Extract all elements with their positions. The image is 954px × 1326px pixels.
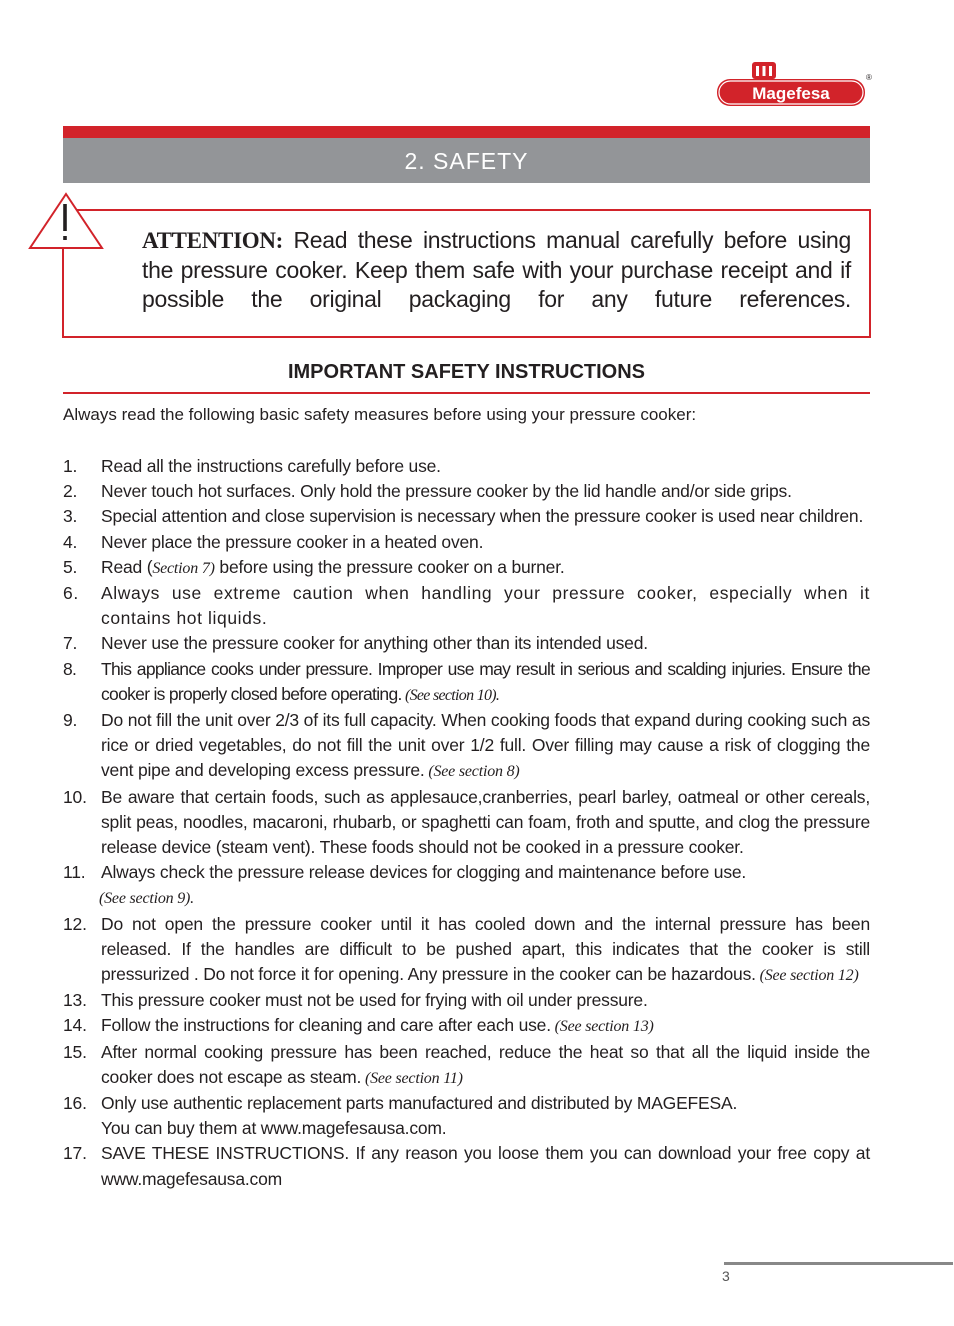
list-item: 10. Be aware that certain foods, such as applesauce,cranberries, pearl barley, oatmeal or other cereals, split peas, noodles, macaroni, rhubarb, or spaghetti can foam, froth and sputte, and clog the pressure release device (steam vent). These foods should not be cooked in a pressure cooker.: [63, 786, 870, 858]
list-item: 7. Never use the pressure cooker for anything other than its intended used.: [63, 633, 648, 654]
list-item: 14. Follow the instructions for cleaning and care after each use. (See section 13): [63, 1015, 654, 1036]
intro-text: Always read the following basic safety measures before using your pressure cooker:: [63, 405, 697, 424]
list-item: 12. Do not open the pressure cooker until it has cooled down and the internal pressure has been released. If the handles are difficult to be pushed apart, this indicates that the cooker is still pressurized . Do not force it for opening. Any pressure in the cooker can be hazardous. (See section 12): [63, 913, 870, 985]
section-title: 2. SAFETY: [63, 138, 870, 183]
list-item: 5. Read (Section 7) before using the pressure cooker on a burner.: [63, 556, 565, 577]
section-reference: (See section 12): [755, 967, 859, 985]
warning-triangle-icon: [28, 192, 104, 250]
attention-text: [142, 226, 851, 315]
section-reference: (See section 9).: [99, 890, 194, 908]
attention-body: Read these instructions manual carefully before using the pressure cooker. Keep them safe with your purchase receipt and if possible the original packaging for any future references.: [142, 227, 851, 312]
list-item: 1. Read all the instructions carefully before use.: [63, 456, 441, 476]
list-item: 15. After normal cooking pressure has been reached, reduce the heat so that all the liquid inside the cooker does not escape as steam. (See section 11): [63, 1041, 870, 1087]
attention-label: ATTENTION:: [142, 228, 283, 253]
list-item: 3. Special attention and close supervision is necessary when the pressure cooker is used near children.: [63, 506, 864, 527]
section-reference: Section 7): [152, 559, 215, 577]
section-reference: (See section 11): [361, 1069, 463, 1087]
page-number: 3: [722, 1268, 730, 1284]
section-header-accent: [63, 126, 870, 138]
section-reference: (See section 13): [550, 1018, 654, 1036]
important-heading: IMPORTANT SAFETY INSTRUCTIONS: [287, 361, 646, 383]
footer-rule: [724, 1262, 953, 1265]
magefesa-logo: [716, 62, 870, 108]
section-reference: (See section 8): [424, 763, 520, 781]
heading-rule: [63, 392, 870, 394]
list-item: 8. This appliance cooks under pressure. Improper use may result in serious and scalding injuries. Ensure the cooker is properly closed before operating. (See section 10).: [63, 658, 870, 704]
list-item: 4. Never place the pressure cooker in a heated oven.: [63, 531, 484, 552]
section-reference: (See section 10).: [401, 686, 500, 704]
list-item: 6. Always use extreme caution when handling your pressure cooker, especially when it contains hot liquids.: [63, 583, 870, 629]
safety-list: [63, 454, 870, 1192]
list-item: 16. Only use authentic replacement parts manufactured and distributed by MAGEFESA. You can buy them at www.magefesausa.com.: [63, 1093, 738, 1139]
list-item: 13. This pressure cooker must not be used for frying with oil under pressure.: [63, 990, 648, 1011]
list-item: 11. Always check the pressure release devices for clogging and maintenance before use. (See section 9).: [63, 862, 747, 908]
list-item: 2. Never touch hot surfaces. Only hold the pressure cooker by the lid handle and/or side grips.: [63, 481, 792, 502]
svg-text:®: ®: [866, 73, 872, 82]
logo-wordmark: Magefesa: [752, 84, 830, 103]
list-item: 9. Do not fill the unit over 2/3 of its full capacity. When cooking foods that expand during cooking such as rice or dried vegetables, do not fill the unit over 1/2 full. Over filling may cause a risk of clogging the vent pipe and developing excess pressure. (See section 8): [63, 710, 870, 781]
list-item: 17. SAVE THESE INSTRUCTIONS. If any reason you loose them you can download your free copy at www.magefesausa.com: [63, 1143, 870, 1189]
